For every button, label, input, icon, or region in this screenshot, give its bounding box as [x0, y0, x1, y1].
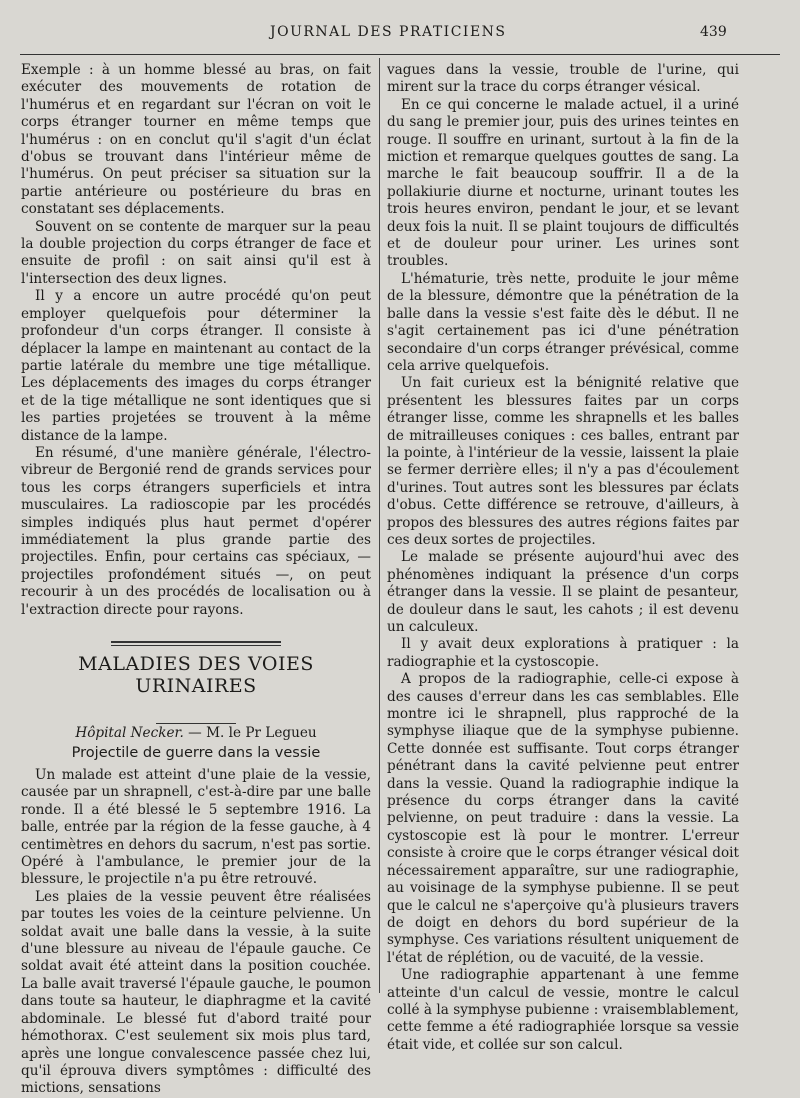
- paragraph: Un malade est atteint d'une plaie de la vessie, causée par un shrapnell, c'est-à-dire par une balle ronde. Il a été blessé le 5 septembre 1916. La balle, entrée par la région de la fesse gauche, à 4 centimètres en dehors du sacrum, n'est pas sortie. Opéré à l'ambulance, le premier jour de la blessure, le projectile n'a pu être retrouvé.: [21, 767, 371, 888]
- article-title: Projectile de guerre dans la vessie: [71, 745, 321, 761]
- right-column: [387, 62, 739, 1054]
- section-heading: MALADIES DES VOIES URINAIRES: [78, 653, 314, 697]
- paragraph: Il y avait deux explorations à pratiquer : la radiographie et la cystoscopie.: [387, 636, 739, 670]
- left-column: [21, 62, 371, 1098]
- byline-hospital: Hôpital Necker.: [75, 725, 184, 741]
- section-sub-rule: [21, 709, 371, 715]
- paragraph: En résumé, d'une manière générale, l'électro-vibreur de Bergonié rend de grands services pour tous les corps étrangers superficiels et intra musculaires. La radioscopie par les procédés simples indiqués plus haut permet d'opérer immédiatement la plus grande partie des projectiles. Enfin, pour certains cas spéciaux, — projectiles profondément situés —, on peut recourir à un des procédés de localisation ou à l'extraction directe pour rayons.: [21, 444, 371, 618]
- paragraph: Exemple : à un homme blessé au bras, on fait exécuter des mouvements de rotation de l'humérus et en regardant sur l'écran on voit le corps étranger tourner en même temps que l'humérus : on en conclut qu'il s'agit d'un éclat d'obus se trouvant dans l'intérieur même de l'humérus. On peut préciser sa situation sur la partie antérieure ou postérieure du bras en constatant ses déplacements.: [21, 62, 371, 218]
- paragraph: A propos de la radiographie, celle-ci expose à des causes d'erreur dans les cas semblables. Elle montre ici le shrapnell, plus rapproché de la symphyse iliaque que de la symphyse pubienne. Cette donnée est suffisante. Tout corps étranger pénétrant dans la cavité pelvienne peut entrer dans la vessie. Quand la radiographie indique la présence du corps étranger dans la cavité pelvienne, on peut traduire : dans la vessie. La cystoscopie est là pour le montrer. L'erreur consiste à croire que le corps étranger vésical doit nécessairement apparaître, sur une radiographie, au voisinage de la symphyse pubienne. Il se peut que le calcul ne s'aperçoive qu'à plusieurs travers de doigt en dehors du bord supérieur de la symphyse. Ces variations résultent uniquement de l'état de réplétion, ou de vacuité, de la vessie.: [387, 671, 739, 966]
- column-divider: [379, 58, 380, 993]
- page-number: 439: [700, 24, 727, 40]
- running-head: [0, 22, 800, 44]
- paragraph: L'hématurie, très nette, produite le jour même de la blessure, démontre que la pénétration de la balle dans la vessie s'est faite dès le début. Il ne s'agit certainement pas ici d'une pénétration secondaire d'un corps étranger prévésical, comme cela arrive quelquefois.: [387, 270, 739, 374]
- paragraph: Le malade se présente aujourd'hui avec des phénomènes indiquant la présence d'un corps étranger dans la vessie. Il se plaint de pesanteur, de douleur dans le saut, les cahots ; il est devenu un calculeux.: [387, 549, 739, 635]
- paragraph: vagues dans la vessie, trouble de l'urine, qui mirent sur la trace du corps étranger vésical.: [387, 62, 739, 96]
- section-ornament-rule: [21, 631, 371, 645]
- header-rule: [20, 54, 780, 55]
- paragraph: Il y a encore un autre procédé qu'on peut employer quelquefois pour déterminer la profondeur d'un corps étranger. Il consiste à déplacer la lampe en maintenant au contact de la partie latérale du membre une tige métallique. Les déplacements des images du corps étranger et de la tige métallique ne sont identiques que si les parties projetées se trouvent à la même distance de la lampe.: [21, 288, 371, 444]
- running-title: JOURNAL DES PRATICIENS: [270, 24, 507, 40]
- byline-author: — M. le Pr Legueu: [188, 725, 317, 741]
- paragraph: Souvent on se contente de marquer sur la peau la double projection du corps étranger de face et ensuite de profil : on sait ainsi qu'il est à l'intersection des deux lignes.: [21, 218, 371, 287]
- paragraph: Un fait curieux est la bénignité relative que présentent les blessures faites par un corps étranger lisse, comme les shrapnells et les balles de mitrailleuses coniques : ces balles, entrant par la pointe, à l'intérieur de la vessie, laissent la plaie se fermer derrière elles; il n'y a pas d'écoulement d'urines. Tout autres sont les blessures par éclats d'obus. Cette différence se retrouve, d'ailleurs, à propos des blessures des autres régions faites par ces deux sortes de projectiles.: [387, 375, 739, 548]
- article-byline: [21, 725, 371, 741]
- paragraph: Une radiographie appartenant à une femme atteinte d'un calcul de vessie, montre le calcul collé à la symphyse pubienne : vraisemblablement, cette femme a été radiographiée lorsque sa vessie était vide, et collée sur son calcul.: [387, 967, 739, 1053]
- paragraph: En ce qui concerne le malade actuel, il a uriné du sang le premier jour, puis des urines teintes en rouge. Il souffre en urinant, surtout à la fin de la miction et remarque quelques gouttes de sang. La marche le fait beaucoup souffrir. Il a de la pollakiurie diurne et nocturne, urinant toutes les trois heures environ, pendant le jour, et se levant deux fois la nuit. Il se plaint toujours de difficultés et de douleur pour uriner. Les urines sont troubles.: [387, 96, 739, 270]
- paragraph: Les plaies de la vessie peuvent être réalisées par toutes les voies de la ceinture pelvienne. Un soldat avait une balle dans la vessie, à la suite d'une blessure au niveau de l'épaule gauche. Ce soldat avait été atteint dans la position couchée. La balle avait traversé l'épaule gauche, le poumon dans toute sa hauteur, le diaphragme et la cavité abdominale. Le blessé fut d'abord traité pour hémothorax. C'est seulement six mois plus tard, après une longue convalescence passée chez lui, qu'il éprouva divers symptômes : difficulté des mictions, sensations: [21, 888, 371, 1097]
